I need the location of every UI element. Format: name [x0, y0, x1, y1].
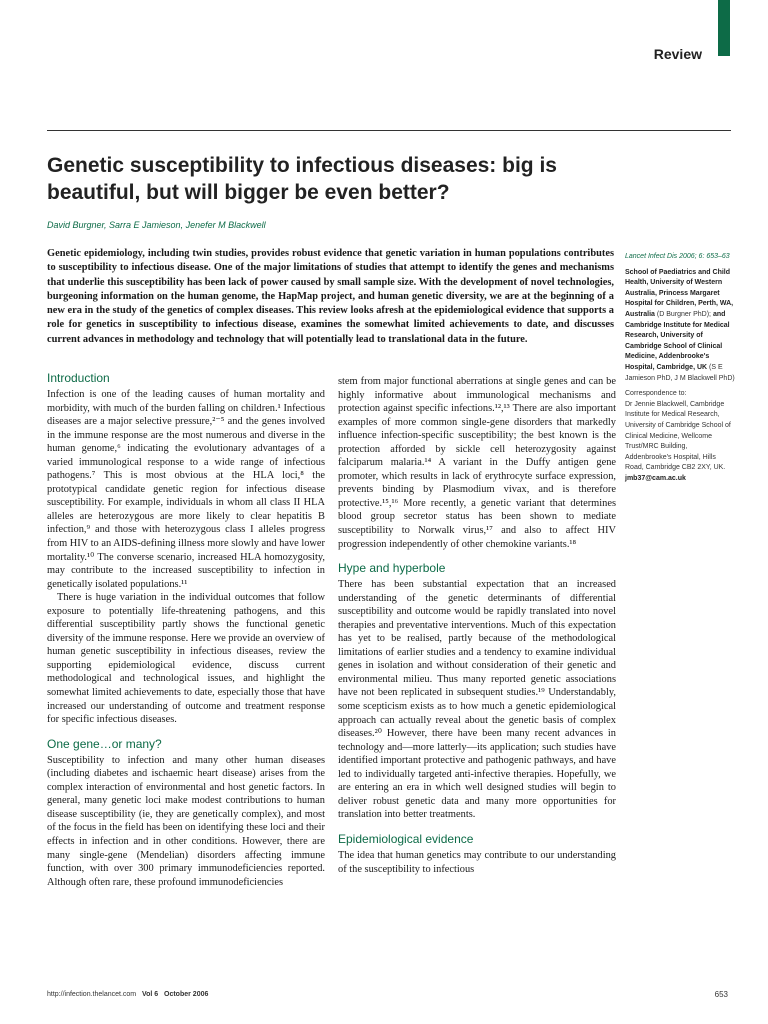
correspondence-label: Correspondence to: [625, 390, 687, 398]
paragraph: There is huge variation in the individual outcomes that follow exposure to potentially life-threatening pathogens, and this differential susceptibility partly shows the functional genetic diversity of the immune response. Here we provide an overview of human genetic susceptibility in infectious diseases, review the supporting epidemiological evidence, discuss current methodological and technological issues, and highlight the somewhat limited achievements to date, especially those that have increased our understanding of outcome and treatment response for specific infectious diseases. [47, 592, 325, 726]
affiliation-2: and Cambridge Institute for Medical Research, University of Cambridge School of Clinical Medicine, Addenbrooke's Hospital, Cambridge, UK [625, 310, 730, 371]
affiliation-1: School of Paediatrics and Child Health, University of Western Australia, Princess Margaret Hospital for Children, Perth, WA, Australia [625, 268, 734, 318]
sidebar [625, 252, 735, 489]
affiliation-1-note: (D Burgner PhD); [656, 310, 711, 318]
section-label: Review [653, 46, 702, 62]
footer-date: October 2006 [164, 991, 209, 998]
paragraph: stem from major functional aberrations at single genes and can be highly informative about immunological mechanisms and protection against specific infections.¹²,¹³ There are also important examples of more common single-gene disorders that markedly influence infection-specific susceptibility; the best known is the protection afforded by sickle cell heterozygosity against falciparum malaria.¹⁴ A variant in the Duffy antigen gene promoter, which results in lack of erythrocyte surface expression, prevents binding by Plasmodium vivax, and is therefore protective.¹⁵,¹⁶ More recently, a genetic variant that determines blood group secretor status has been shown to mediate susceptibility to Norwalk virus,¹⁷ and also to affect HIV progression independently of other chemokine variants.¹⁸ [338, 376, 616, 550]
citation: Lancet Infect Dis 2006; 6: 653–63 [625, 253, 730, 260]
header-rule [47, 130, 731, 131]
heading-hype: Hype and hyperbole [338, 561, 446, 576]
affiliations [625, 268, 735, 385]
paragraph: Susceptibility to infection and many other human diseases (including diabetes and ischaemic heart disease) arises from the complex interaction of environmental and host genetic factors. In general, many genetic loci make modest contributions to human disease susceptibility (ie, they are genetically complex), and most of the focus in the field has been on identifying these loci and their effects in infection and in other conditions. However, there are many single-gene (Mendelian) disorders affecting immune function, with over 300 primary immunodeficiencies reported. Although often rare, these profound immunodeficiencies [47, 754, 325, 888]
body-column-2 [338, 375, 616, 876]
page-number: 653 [714, 990, 728, 999]
heading-one-gene: One gene…or many? [47, 736, 162, 751]
paragraph: There has been substantial expectation that an increased understanding of the genetic determinants of differential susceptibility and outcome would be rapidly translated into novel therapies and preventative interventions. Much of this expectation has yet to be realised, partly because of the methodological limitations of earlier studies and a tendency to examine individual genes in isolation and without consideration of their genetic and environmental milieu. Thus many reported genetic associations have not been replicated in subsequent studies.¹⁹ Understandably, some scepticism exists as to how much a genetic epidemiological approach can actually reveal about the genetic basis of complex diseases.²⁰ However, there have been many recent advances in technology and—more latterly—its application; such studies have identified important protective and pathogenic pathways, and have led to individually targeted anti-infective therapies. Hopefully, we are entering an era in which well designed studies will begin to deliver robust genetic data and many more opportunities for translation into better treatments. [338, 579, 616, 821]
correspondence-email[interactable]: jmb37@cam.ac.uk [625, 474, 686, 482]
affiliation-2-note: (S E Jamieson PhD, J M Blackwell PhD) [625, 363, 735, 382]
heading-epidemiological: Epidemiological evidence [338, 831, 474, 846]
footer-journal [47, 991, 208, 998]
article-abstract: Genetic epidemiology, including twin studies, provides robust evidence that genetic variation in human populations contributes to susceptibility to infectious disease. One of the major limitations of studies that attempt to identify the genes and mechanisms that underlie this susceptibility has been lack of power caused by small sample size. With the development of novel technologies, burgeoning information on the human genome, the HapMap project, and human genetic diversity, we are at the beginning of a new era in the study of the genetics of complex diseases. This review looks afresh at the epidemiological evidence that supports a role for genetics in susceptibility to infectious disease, examines the somewhat limited achievements to date, and discusses current advances in methodology and technology that will potentially lead to translational data in the future. [47, 248, 614, 345]
correspondence-address: Dr Jennie Blackwell, Cambridge Institute for Medical Research, University of Cambridge School of Clinical Medicine, Wellcome Trust/MRC Building, Addenbrooke's Hospital, Hills Road, Cambridge CB2 2XY, UK. [625, 400, 731, 472]
body-column-1 [47, 371, 325, 889]
paragraph: The idea that human genetics may contribute to our understanding of the susceptibility to infectious [338, 849, 616, 875]
article-authors: David Burgner, Sarra E Jamieson, Jenefer M Blackwell [47, 220, 266, 230]
footer-volume: Vol 6 [141, 991, 159, 998]
correspondence [625, 389, 735, 484]
section-accent-bar [718, 0, 730, 56]
heading-introduction: Introduction [47, 371, 110, 385]
footer-url[interactable]: http://infection.thelancet.com [47, 991, 137, 998]
article-title: Genetic susceptibility to infectious diseases: big is beautiful, but will bigger be even better? [47, 154, 557, 204]
paragraph: Infection is one of the leading causes of human mortality and morbidity, with much of the burden falling on children.¹ Infectious diseases are a major selective pressure,²⁻⁵ and the genes involved in the immune response are the most numerous and diverse in the human genome,⁶ indicating the evolutionary advantages of a varied immunological response to a wide range of infectious pathogens.⁷ This is most obvious at the HLA loci,⁸ the prototypical candidate genetic region for infectious disease susceptibility. For example, individuals in whom all class II HLA alleles are heterozygous are more likely to clear hepatitis B infection,⁹ and those with heterozygous class I alleles progress from HIV to an AIDS-defining illness more slowly and have lower mortality.¹⁰ The converse scenario, increased HLA homozygosity, may contribute to the increased susceptibility to infection in genetically isolated populations.¹¹ [47, 389, 325, 590]
